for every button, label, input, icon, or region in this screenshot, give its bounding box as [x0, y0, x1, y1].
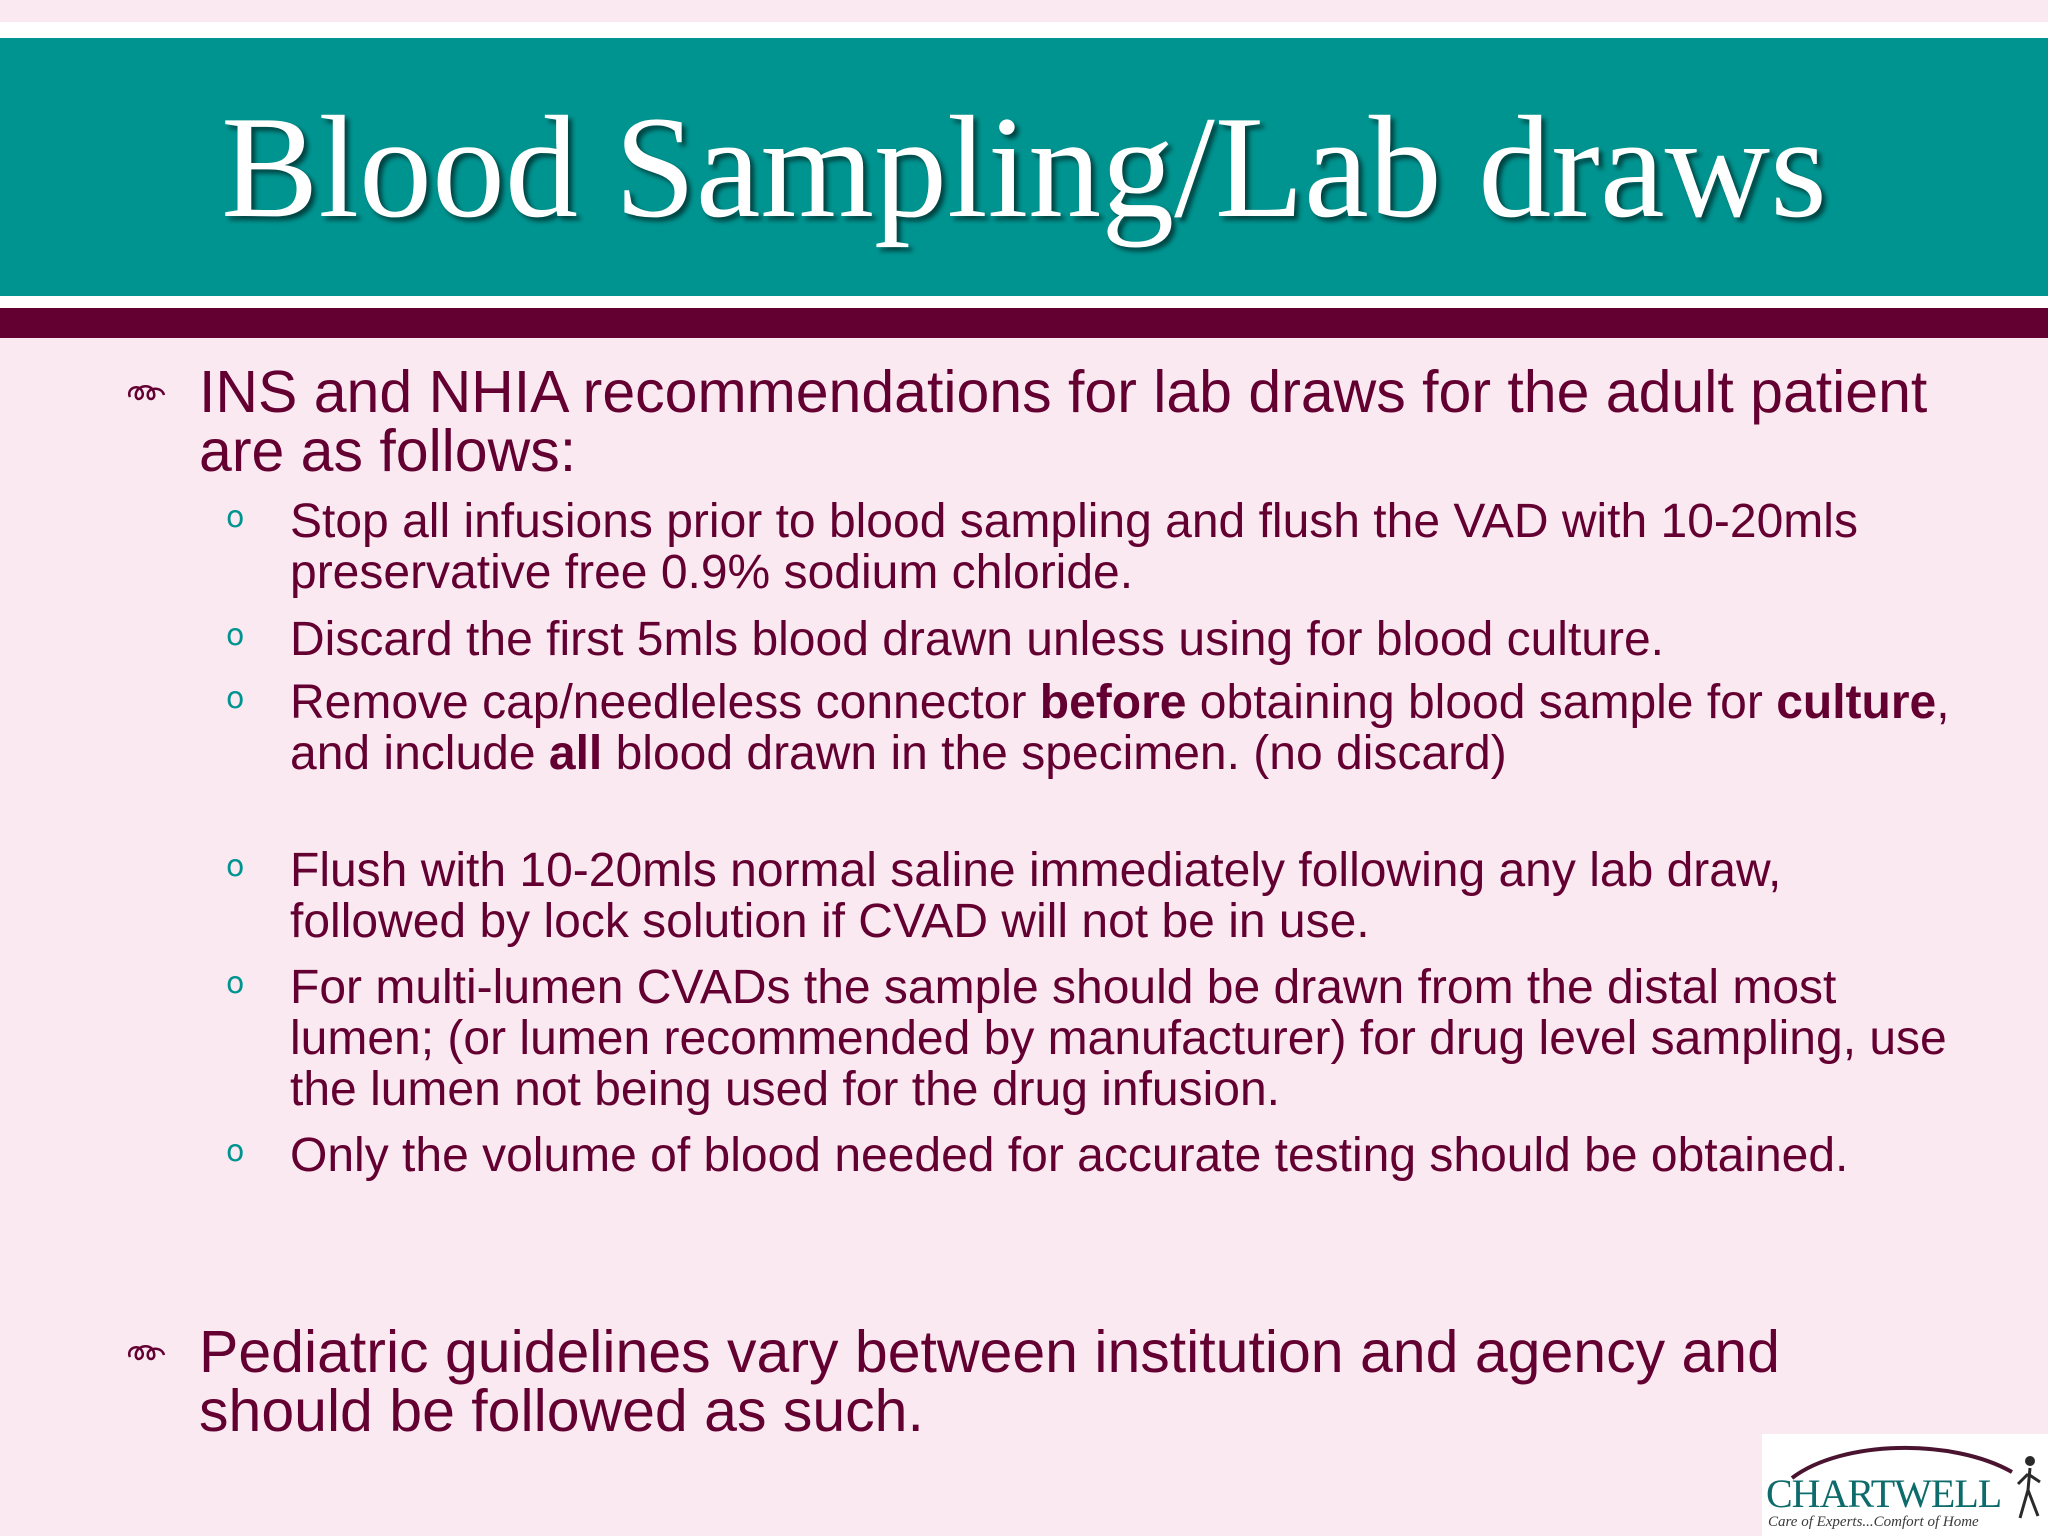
- logo-tagline: Care of Experts...Comfort of Home: [1768, 1514, 1979, 1530]
- slide-title: Blood Sampling/Lab draws: [221, 86, 1827, 248]
- bullet-text: INS and NHIA recommendations for lab draws for the adult patient are as follows:: [199, 359, 1928, 484]
- circle-bullet-icon: o: [226, 966, 245, 1001]
- chartwell-logo: [1762, 1434, 2048, 1536]
- circle-bullet-icon: o: [226, 681, 245, 716]
- circle-bullet-icon: o: [226, 1134, 245, 1169]
- text-run: Remove cap/needleless connector: [290, 676, 1040, 729]
- bullet-text: Pediatric guidelines vary between institution and agency and should be followed as such.: [199, 1319, 1780, 1444]
- top-strip: [0, 0, 2048, 22]
- bold-text: culture: [1776, 676, 1937, 729]
- sub-bullet-text: Only the volume of blood needed for accurate testing should be obtained.: [290, 1129, 1849, 1182]
- sub-bullet-text: Flush with 10-20mls normal saline immediately following any lab draw, followed by lock solution if CVAD will not be in use.: [290, 844, 1782, 948]
- text-run: blood drawn in the specimen. (no discard): [602, 727, 1507, 780]
- divider-line: [0, 296, 2048, 308]
- bold-text: all: [548, 727, 603, 780]
- circle-bullet-icon: o: [226, 618, 245, 653]
- accent-band: [0, 308, 2048, 338]
- text-run: , and include: [290, 676, 1950, 780]
- divider-line: [0, 22, 2048, 38]
- bold-text: before: [1039, 676, 1187, 729]
- sub-bullet-text: [290, 677, 1960, 779]
- circle-bullet-icon: o: [226, 500, 245, 535]
- sub-bullet-text: Stop all infusions prior to blood sampling and flush the VAD with 10-20mls preservative free 0.9% sodium chloride.: [290, 495, 1858, 599]
- sub-bullet-text: For multi-lumen CVADs the sample should be drawn from the distal most lumen; (or lumen recommended by manufacturer) for drug level sampling, use the lumen not being used for the drug infusion.: [290, 961, 1947, 1116]
- text-run: obtaining blood sample for: [1186, 676, 1777, 729]
- swirl-bullet-icon: [124, 377, 168, 415]
- circle-bullet-icon: o: [226, 849, 245, 884]
- swirl-bullet-icon: [124, 1337, 168, 1375]
- logo-name: CHARTWELL: [1766, 1471, 2002, 1516]
- sub-bullet-text: Discard the first 5mls blood drawn unless using for blood culture.: [290, 613, 1664, 666]
- walking-figure-icon: [2012, 1454, 2046, 1524]
